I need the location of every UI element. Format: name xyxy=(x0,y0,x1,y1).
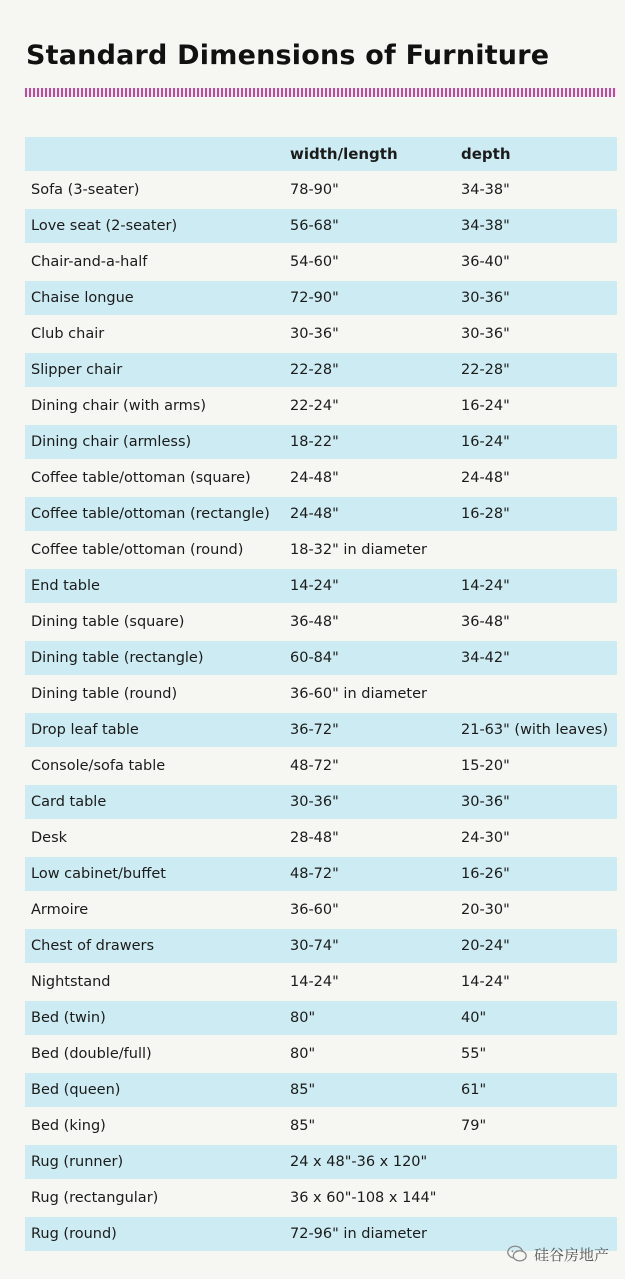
depth-value: 15-20" xyxy=(461,758,510,774)
table-row xyxy=(0,243,625,279)
item-name: Dining table (square) xyxy=(31,614,185,630)
width-value: 48-72" xyxy=(290,866,339,882)
width-value: 36 x 60"-108 x 144" xyxy=(290,1190,437,1206)
item-name: Love seat (2-seater) xyxy=(31,218,178,234)
width-value: 30-36" xyxy=(290,794,339,810)
width-value: 72-96" in diameter xyxy=(290,1226,427,1242)
table-row xyxy=(0,459,625,495)
width-value: 36-72" xyxy=(290,722,339,738)
depth-value: 34-38" xyxy=(461,182,510,198)
item-name: Dining chair (with arms) xyxy=(31,398,207,414)
item-name: Rug (round) xyxy=(31,1226,117,1242)
table-row xyxy=(0,1071,625,1107)
table-row xyxy=(0,1143,625,1179)
width-value: 28-48" xyxy=(290,830,339,846)
depth-value: 16-28" xyxy=(461,506,510,522)
watermark-text: 硅谷房地产 xyxy=(533,1245,609,1264)
header-width: width/length xyxy=(290,145,398,163)
width-value: 22-24" xyxy=(290,398,339,414)
width-value: 48-72" xyxy=(290,758,339,774)
depth-value: 36-48" xyxy=(461,614,510,630)
table-row xyxy=(0,279,625,315)
width-value: 30-74" xyxy=(290,938,339,954)
width-value: 24 x 48"-36 x 120" xyxy=(290,1154,428,1170)
width-value: 36-60" xyxy=(290,902,339,918)
depth-value: 16-26" xyxy=(461,866,510,882)
width-value: 72-90" xyxy=(290,290,339,306)
table-row xyxy=(0,387,625,423)
item-name: Low cabinet/buffet xyxy=(31,866,166,882)
width-value: 60-84" xyxy=(290,650,339,666)
wechat-icon xyxy=(506,1243,528,1265)
table-row xyxy=(0,891,625,927)
width-value: 36-60" in diameter xyxy=(290,686,427,702)
item-name: Sofa (3-seater) xyxy=(31,182,140,198)
depth-value: 30-36" xyxy=(461,794,510,810)
item-name: Drop leaf table xyxy=(31,722,139,738)
depth-value: 30-36" xyxy=(461,326,510,342)
item-name: Chair-and-a-half xyxy=(31,254,148,270)
table-header xyxy=(0,135,625,171)
item-name: Rug (runner) xyxy=(31,1154,124,1170)
depth-value: 36-40" xyxy=(461,254,510,270)
dimensions-table xyxy=(0,135,625,1251)
table-row xyxy=(0,423,625,459)
item-name: Console/sofa table xyxy=(31,758,166,774)
width-value: 80" xyxy=(290,1010,316,1026)
width-value: 18-32" in diameter xyxy=(290,542,427,558)
width-value: 22-28" xyxy=(290,362,339,378)
item-name: Bed (king) xyxy=(31,1118,106,1134)
table-row xyxy=(0,927,625,963)
width-value: 30-36" xyxy=(290,326,339,342)
depth-value: 20-30" xyxy=(461,902,510,918)
item-name: End table xyxy=(31,578,100,594)
watermark xyxy=(506,1243,609,1265)
table-row xyxy=(0,747,625,783)
item-name: Bed (double/full) xyxy=(31,1046,152,1062)
table-row xyxy=(0,819,625,855)
table-row xyxy=(0,711,625,747)
row-band xyxy=(25,1001,617,1035)
item-name: Nightstand xyxy=(31,974,111,990)
table-row xyxy=(0,963,625,999)
item-name: Coffee table/ottoman (rectangle) xyxy=(31,506,270,522)
depth-value: 16-24" xyxy=(461,434,510,450)
title-stripe xyxy=(25,88,617,97)
depth-value: 40" xyxy=(461,1010,487,1026)
depth-value: 34-38" xyxy=(461,218,510,234)
depth-value: 21-63" (with leaves) xyxy=(461,722,608,738)
item-name: Chest of drawers xyxy=(31,938,155,954)
table-row xyxy=(0,783,625,819)
table-row xyxy=(0,351,625,387)
width-value: 80" xyxy=(290,1046,316,1062)
table-row xyxy=(0,639,625,675)
table-row xyxy=(0,495,625,531)
item-name: Card table xyxy=(31,794,107,810)
item-name: Dining table (round) xyxy=(31,686,178,702)
width-value: 14-24" xyxy=(290,578,339,594)
table-row xyxy=(0,531,625,567)
item-name: Desk xyxy=(31,830,68,846)
page-title: Standard Dimensions of Furniture xyxy=(26,40,550,71)
item-name: Rug (rectangular) xyxy=(31,1190,159,1206)
depth-value: 24-30" xyxy=(461,830,510,846)
item-name: Club chair xyxy=(31,326,105,342)
depth-value: 30-36" xyxy=(461,290,510,306)
table-row xyxy=(0,315,625,351)
header-depth: depth xyxy=(461,145,511,163)
item-name: Armoire xyxy=(31,902,89,918)
table-row xyxy=(0,1107,625,1143)
width-value: 78-90" xyxy=(290,182,339,198)
width-value: 24-48" xyxy=(290,470,339,486)
depth-value: 20-24" xyxy=(461,938,510,954)
item-name: Chaise longue xyxy=(31,290,134,306)
depth-value: 61" xyxy=(461,1082,487,1098)
width-value: 24-48" xyxy=(290,506,339,522)
item-name: Coffee table/ottoman (square) xyxy=(31,470,251,486)
table-row xyxy=(0,855,625,891)
width-value: 85" xyxy=(290,1118,316,1134)
depth-value: 16-24" xyxy=(461,398,510,414)
depth-value: 14-24" xyxy=(461,974,510,990)
item-name: Dining table (rectangle) xyxy=(31,650,204,666)
width-value: 18-22" xyxy=(290,434,339,450)
table-row xyxy=(0,603,625,639)
item-name: Dining chair (armless) xyxy=(31,434,192,450)
depth-value: 55" xyxy=(461,1046,487,1062)
depth-value: 79" xyxy=(461,1118,487,1134)
table-row xyxy=(0,1179,625,1215)
depth-value: 34-42" xyxy=(461,650,510,666)
width-value: 85" xyxy=(290,1082,316,1098)
width-value: 14-24" xyxy=(290,974,339,990)
depth-value: 22-28" xyxy=(461,362,510,378)
table-row xyxy=(0,999,625,1035)
item-name: Coffee table/ottoman (round) xyxy=(31,542,244,558)
table-row xyxy=(0,1035,625,1071)
table-row xyxy=(0,675,625,711)
table-row xyxy=(0,207,625,243)
table-row xyxy=(0,567,625,603)
width-value: 36-48" xyxy=(290,614,339,630)
item-name: Slipper chair xyxy=(31,362,123,378)
width-value: 54-60" xyxy=(290,254,339,270)
depth-value: 14-24" xyxy=(461,578,510,594)
width-value: 56-68" xyxy=(290,218,339,234)
depth-value: 24-48" xyxy=(461,470,510,486)
table-row xyxy=(0,171,625,207)
item-name: Bed (twin) xyxy=(31,1010,106,1026)
item-name: Bed (queen) xyxy=(31,1082,121,1098)
